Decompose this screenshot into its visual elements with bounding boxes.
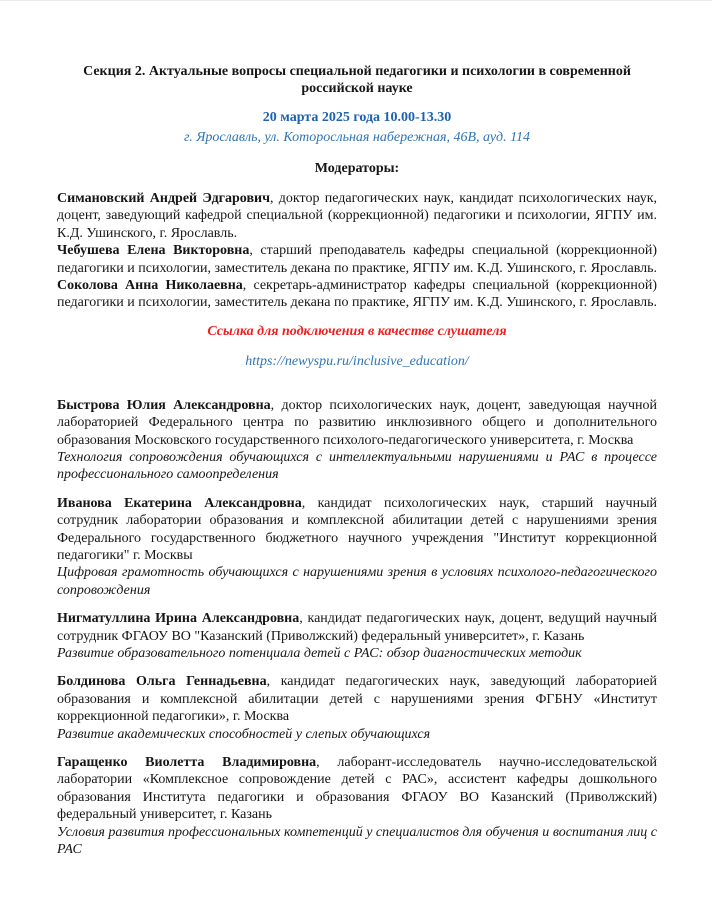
speaker-info <box>57 397 657 449</box>
speaker-name: Гаращенко Виолетта Владимировна <box>57 755 317 770</box>
talk-title: Развитие образовательного потенциала детей с РАС: обзор диагностических методик <box>57 645 582 661</box>
speaker-description: , кандидат психологических наук, старший научный сотрудник лаборатории образования и комплексной абилитации детей с нарушениями зрения Федерального государственного бюджетного научного учреждения "Институт коррекционной педагогики" г. Москвы <box>57 495 657 563</box>
speaker-name: Болдинова Ольга Геннадьевна <box>57 674 267 690</box>
moderator-name: Чебушева Елена Викторовна <box>57 243 250 259</box>
speaker-info <box>57 610 657 645</box>
speakers-list <box>57 397 657 859</box>
speaker-description: , доктор психологических наук, доцент, заведующая научной лабораторией Федерального центра по развитию инклюзивного общего и дополнительного образования Московского государственного психолого-педагогического университета, г. Москва <box>57 397 657 448</box>
talk-title: Технология сопровождения обучающихся с интеллектуальными нарушениями и РАС в процессе профессионального самоопределения <box>57 449 657 483</box>
speaker-description: , кандидат педагогических наук, заведующий лабораторией образования и комплексной абилитации детей с нарушениями зрения ФГБНУ «Институт коррекционной педагогики», г. Москва <box>57 674 657 725</box>
speaker-description: , лаборант-исследователь научно-исследовательской лаборатории «Комплексное сопровождение детей с РАС», ассистент кафедры дошкольного образования Института педагогики и образования ФГАОУ ВО Казанский (Приволжский) федеральный университет, г. Казань <box>57 755 658 823</box>
listener-link-line <box>57 353 657 370</box>
moderator-description: , старший преподаватель кафедры специальной (коррекционной) педагогики и психологии, заместитель декана по практике, ЯГПУ им. К.Д. Ушинского, г. Ярославль. <box>57 243 658 276</box>
speaker-entry <box>57 397 657 484</box>
speaker-name: Нигматуллина Ирина Александровна <box>57 611 300 627</box>
talk-title: Цифровая грамотность обучающихся с нарушениями зрения в условиях психолого-педагогического сопровождения <box>57 565 657 598</box>
moderators-block <box>57 190 657 312</box>
session-location: г. Ярославль, ул. Которосльная набережная, 46В, ауд. 114 <box>183 130 531 146</box>
speaker-entry <box>57 754 657 858</box>
moderator-name: Симановский Андрей Эдгарович <box>57 191 270 207</box>
speaker-info <box>57 673 657 725</box>
speaker-info <box>57 754 657 824</box>
speaker-name: Иванова Екатерина Александровна <box>57 495 302 511</box>
moderator-entry <box>57 190 657 242</box>
moderator-entry <box>57 242 657 277</box>
moderator-entry <box>57 277 657 312</box>
listener-link-label: Ссылка для подключения в качестве слушателя <box>207 323 507 339</box>
document-page <box>0 1 712 902</box>
speaker-info <box>57 495 657 565</box>
talk-title: Условия развития профессиональных компетенций у специалистов для обучения и воспитания лиц с РАС <box>57 824 657 858</box>
session-datetime: 20 марта 2025 года 10.00-13.30 <box>262 109 452 125</box>
speaker-name: Быстрова Юлия Александровна <box>57 397 271 413</box>
listener-link[interactable]: https://newyspu.ru/inclusive_education/ <box>245 354 469 370</box>
speaker-entry <box>57 673 657 743</box>
speaker-entry <box>57 495 657 599</box>
speaker-description: , кандидат педагогических наук, доцент, ведущий научный сотрудник ФГАОУ ВО "Казанский (Приволжский) федеральный университет», г. Казань <box>57 611 657 644</box>
moderator-description: , секретарь-администратор кафедры специальной (коррекционной) педагогики и психологии, заместитель декана по практике, ЯГПУ им. К.Д. Ушинского, г. Ярославль. <box>57 278 657 311</box>
moderators-heading: Модераторы: <box>314 160 400 176</box>
talk-title: Развитие академических способностей у слепых обучающихся <box>57 726 431 742</box>
moderator-description: , доктор педагогических наук, кандидат психологических наук, доцент, заведующий кафедрой специальной (коррекционной) педагогики и психологии, ЯГПУ им. К.Д. Ушинского, г. Ярославль. <box>57 191 657 241</box>
speaker-entry <box>57 610 657 662</box>
section-title: Секция 2. Актуальные вопросы специальной педагогики и психологии в современной российской науке <box>83 64 631 97</box>
moderator-name: Соколова Анна Николаевна <box>57 278 243 294</box>
